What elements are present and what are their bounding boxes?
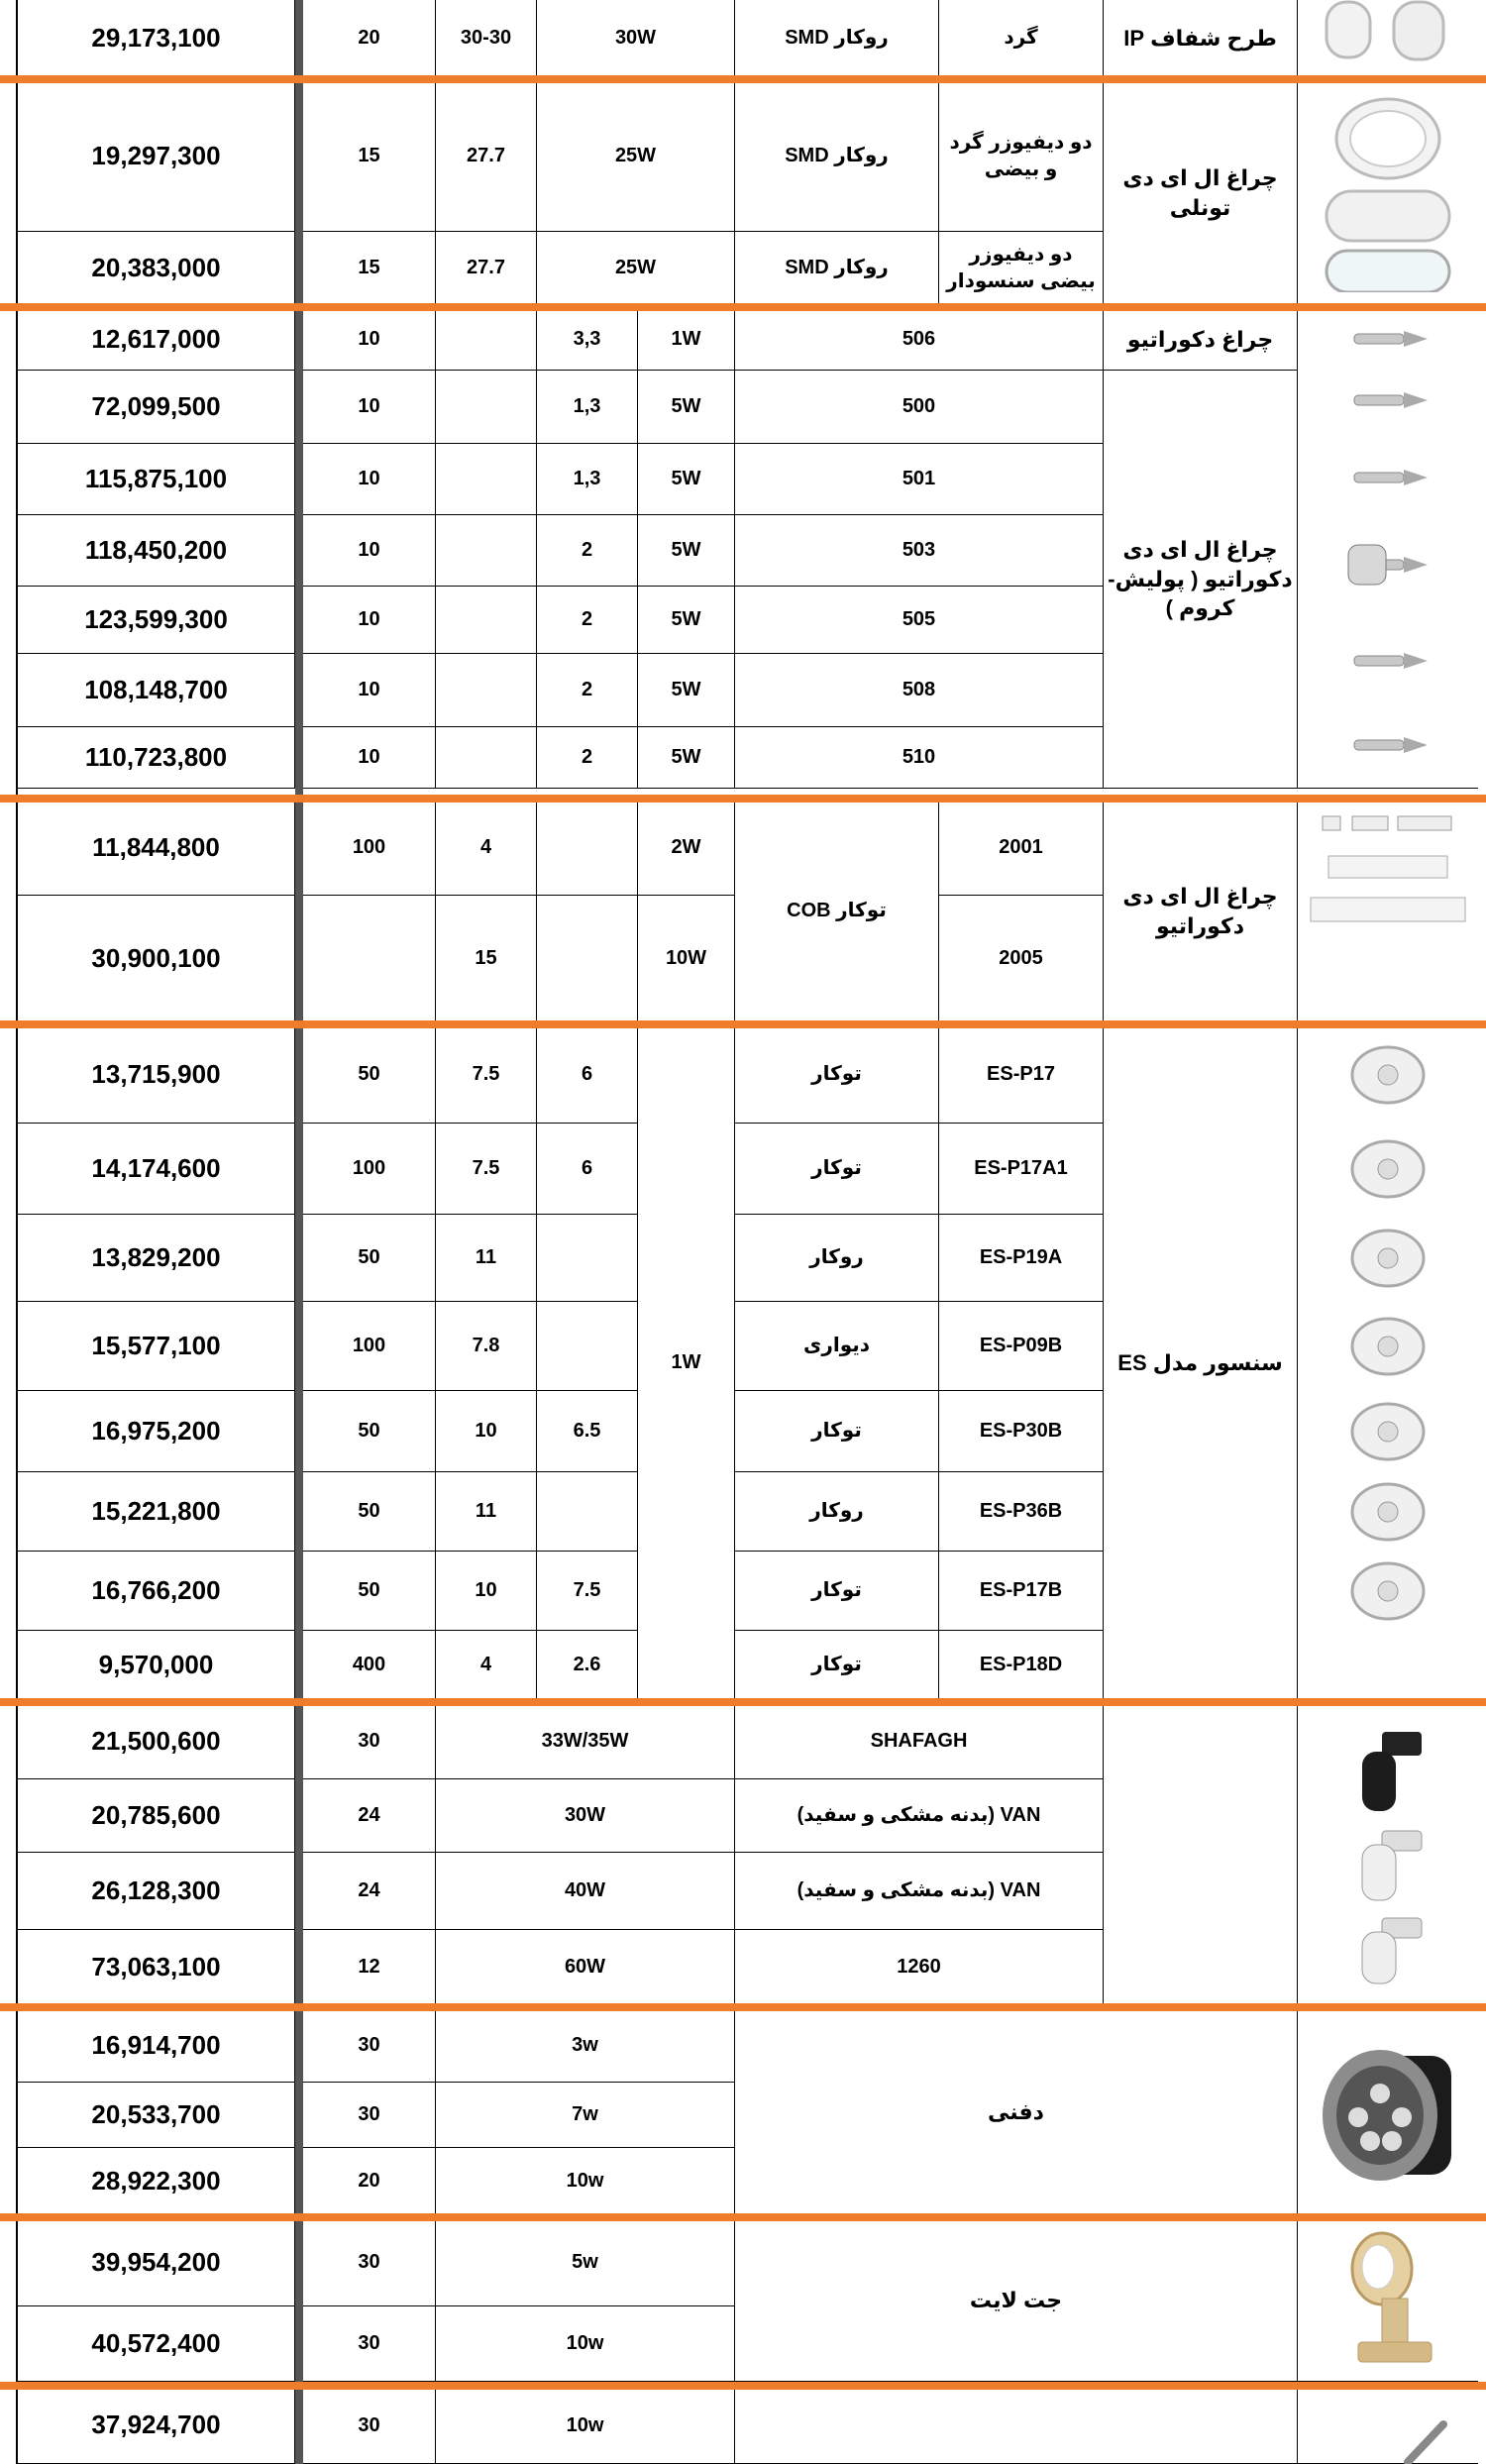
quantity-cell: 10: [303, 727, 436, 789]
power-cell: 1W: [638, 309, 735, 371]
dimension-cell: 15: [436, 896, 537, 1022]
track-light-icon: [1298, 1714, 1478, 1991]
category-label: چراغ ال ای دی دکوراتیو ( پولیش-کروم ): [1104, 371, 1298, 789]
quantity-cell: 15: [303, 232, 436, 305]
section-separator: [0, 303, 1486, 311]
dimension-cell: 10: [436, 1552, 537, 1631]
quantity-cell: 30: [303, 2388, 436, 2464]
price-cell: 115,875,100: [18, 444, 295, 515]
section-separator: [0, 2213, 1486, 2221]
category-label: چراغ دکوراتیو: [1104, 309, 1298, 371]
shape-cell: گرد: [939, 0, 1104, 77]
quantity-cell: 50: [303, 1215, 436, 1302]
power-cell: 2W: [638, 801, 735, 896]
blank-cell: [436, 654, 537, 727]
category-label: [735, 2388, 1298, 2464]
price-column-divider: [295, 0, 303, 2464]
price-cell: 20,383,000: [18, 232, 295, 305]
model-cell: VAN (بدنه مشکی و سفید): [735, 1853, 1104, 1930]
price-cell: 20,533,700: [18, 2083, 295, 2148]
quantity-cell: 100: [303, 801, 436, 896]
power-cell: 30W: [537, 0, 735, 77]
quantity-cell: 30: [303, 2009, 436, 2083]
quantity-cell: 30: [303, 2219, 436, 2306]
section-separator: [0, 795, 1486, 803]
section-separator: [0, 2382, 1486, 2390]
quantity-cell: 50: [303, 1472, 436, 1552]
price-cell: 12,617,000: [18, 309, 295, 371]
model-cell: SHAFAGH: [735, 1704, 1104, 1779]
section-separator: [0, 1698, 1486, 1706]
size-cell: 6.5: [537, 1391, 638, 1472]
blank-cell: [436, 515, 537, 587]
price-cell: 15,221,800: [18, 1472, 295, 1552]
power-cell: 5W: [638, 587, 735, 654]
blank-cell: [436, 444, 537, 515]
price-cell: 28,922,300: [18, 2148, 295, 2215]
quantity-cell: [303, 896, 436, 1022]
power-cell: 5w: [436, 2219, 735, 2306]
size-cell: 1,3: [537, 371, 638, 444]
quantity-cell: 24: [303, 1779, 436, 1853]
price-cell: 37,924,700: [18, 2388, 295, 2464]
mount-type-cell: روکار SMD: [735, 232, 939, 305]
section-separator: [0, 2003, 1486, 2011]
category-label: دفنی: [735, 2009, 1298, 2215]
price-cell: 30,900,100: [18, 896, 295, 1022]
model-cell: ES-P30B: [939, 1391, 1104, 1472]
model-cell: ES-P17A1: [939, 1124, 1104, 1215]
quantity-cell: 50: [303, 1391, 436, 1472]
section-separator: [0, 75, 1486, 83]
power-cell: 1W: [638, 1026, 735, 1700]
power-cell: 5W: [638, 371, 735, 444]
mount-type-cell: روکار: [735, 1472, 939, 1552]
price-cell: 9,570,000: [18, 1631, 295, 1700]
size-cell: 6: [537, 1026, 638, 1124]
size-cell: [537, 1302, 638, 1391]
quantity-cell: 30: [303, 2083, 436, 2148]
model-cell: ES-P17: [939, 1026, 1104, 1124]
category-label: جت لایت: [735, 2219, 1298, 2382]
power-cell: 5W: [638, 515, 735, 587]
price-cell: 13,715,900: [18, 1026, 295, 1124]
dimension-cell: 27.7: [436, 81, 537, 232]
mount-type-cell: روکار SMD: [735, 0, 939, 77]
quantity-cell: 12: [303, 1930, 436, 2005]
model-cell: 501: [735, 444, 1104, 515]
power-cell: 25W: [537, 232, 735, 305]
size-cell: 2: [537, 515, 638, 587]
price-cell: 15,577,100: [18, 1302, 295, 1391]
dimension-cell: 4: [436, 801, 537, 896]
quantity-cell: 24: [303, 1853, 436, 1930]
quantity-cell: 10: [303, 371, 436, 444]
size-cell: [537, 1215, 638, 1302]
power-cell: 10w: [436, 2148, 735, 2215]
power-cell: 10W: [638, 896, 735, 1022]
model-cell: 503: [735, 515, 1104, 587]
dimension-cell: 11: [436, 1215, 537, 1302]
blank-cell: [436, 371, 537, 444]
quantity-cell: 100: [303, 1302, 436, 1391]
table-left-border: [16, 0, 18, 2464]
category-label: طرح شفاف IP: [1104, 0, 1298, 77]
power-cell: 25W: [537, 81, 735, 232]
dimension-cell: 7.8: [436, 1302, 537, 1391]
model-cell: ES-P19A: [939, 1215, 1104, 1302]
model-cell: 500: [735, 371, 1104, 444]
price-cell: 16,975,200: [18, 1391, 295, 1472]
power-cell: 3w: [436, 2009, 735, 2083]
mount-type-cell: توکار: [735, 1124, 939, 1215]
price-cell: 108,148,700: [18, 654, 295, 727]
power-cell: 5W: [638, 444, 735, 515]
price-cell: 21,500,600: [18, 1704, 295, 1779]
partial-product-icon: [1298, 2408, 1478, 2464]
price-cell: 118,450,200: [18, 515, 295, 587]
mount-type-cell: توکار: [735, 1552, 939, 1631]
quantity-cell: 10: [303, 309, 436, 371]
category-label: [1104, 1704, 1298, 2005]
category-label: سنسور مدل ES: [1104, 1026, 1298, 1700]
linear-spot-icon: [1298, 812, 1478, 931]
price-cell: 29,173,100: [18, 0, 295, 77]
dimension-cell: 7.5: [436, 1124, 537, 1215]
power-cell: 7w: [436, 2083, 735, 2148]
size-cell: 2: [537, 654, 638, 727]
model-cell: 508: [735, 654, 1104, 727]
mount-type-cell: روکار SMD: [735, 81, 939, 232]
price-cell: 13,829,200: [18, 1215, 295, 1302]
mount-type-cell: توکار: [735, 1391, 939, 1472]
dimension-cell: 4: [436, 1631, 537, 1700]
power-cell: 5W: [638, 654, 735, 727]
price-cell: 14,174,600: [18, 1124, 295, 1215]
size-cell: 2: [537, 727, 638, 789]
model-cell: VAN (بدنه مشکی و سفید): [735, 1779, 1104, 1853]
model-cell: 2005: [939, 896, 1104, 1022]
blank-cell: [537, 801, 638, 896]
power-cell: 5W: [638, 727, 735, 789]
size-cell: 2: [537, 587, 638, 654]
blank-cell: [436, 727, 537, 789]
quantity-cell: 10: [303, 515, 436, 587]
quantity-cell: 50: [303, 1026, 436, 1124]
price-cell: 123,599,300: [18, 587, 295, 654]
tunnel-light-icon: [1298, 94, 1478, 292]
price-cell: 20,785,600: [18, 1779, 295, 1853]
price-cell: 72,099,500: [18, 371, 295, 444]
category-label: چراغ ال ای دی دکوراتیو: [1104, 801, 1298, 1022]
size-cell: 6: [537, 1124, 638, 1215]
quantity-cell: 15: [303, 81, 436, 232]
quantity-cell: 50: [303, 1552, 436, 1631]
dimension-cell: 10: [436, 1391, 537, 1472]
price-cell: 110,723,800: [18, 727, 295, 789]
model-cell: 506: [735, 309, 1104, 371]
dimension-cell: 11: [436, 1472, 537, 1552]
mount-type-cell: توکار COB: [735, 801, 939, 1022]
quantity-cell: 20: [303, 0, 436, 77]
model-cell: 510: [735, 727, 1104, 789]
quantity-cell: 10: [303, 444, 436, 515]
blank-cell: [436, 309, 537, 371]
quantity-cell: 30: [303, 1704, 436, 1779]
model-cell: 505: [735, 587, 1104, 654]
power-cell: 33W/35W: [436, 1704, 735, 1779]
power-cell: 10w: [436, 2388, 735, 2464]
blank-cell: [436, 587, 537, 654]
size-cell: 7.5: [537, 1552, 638, 1631]
power-cell: 40W: [436, 1853, 735, 1930]
mount-type-cell: روکار: [735, 1215, 939, 1302]
dimension-cell: 7.5: [436, 1026, 537, 1124]
power-cell: 10w: [436, 2306, 735, 2382]
mount-type-cell: توکار: [735, 1026, 939, 1124]
section-separator: [0, 1020, 1486, 1028]
size-cell: 1,3: [537, 444, 638, 515]
mount-type-cell: دیواری: [735, 1302, 939, 1391]
price-cell: 73,063,100: [18, 1930, 295, 2005]
size-cell: 2.6: [537, 1631, 638, 1700]
shape-cell: دو دیفیوزر گرد و بیضی: [939, 81, 1104, 232]
model-cell: ES-P36B: [939, 1472, 1104, 1552]
quantity-cell: 30: [303, 2306, 436, 2382]
blank-cell: [537, 896, 638, 1022]
size-cell: 3,3: [537, 309, 638, 371]
quantity-cell: 10: [303, 587, 436, 654]
inground-light-icon: [1298, 2026, 1478, 2204]
quantity-cell: 400: [303, 1631, 436, 1700]
model-cell: 1260: [735, 1930, 1104, 2005]
model-cell: ES-P17B: [939, 1552, 1104, 1631]
model-cell: 2001: [939, 801, 1104, 896]
power-cell: 60W: [436, 1930, 735, 2005]
category-label: چراغ ال ای دی تونلی: [1104, 81, 1298, 305]
size-cell: [537, 1472, 638, 1552]
quantity-cell: 20: [303, 2148, 436, 2215]
power-cell: 30W: [436, 1779, 735, 1853]
decorative-spike-icon: [1298, 309, 1478, 789]
motion-sensor-icon: [1298, 1026, 1478, 1700]
dimension-cell: 30-30: [436, 0, 537, 77]
model-cell: ES-P18D: [939, 1631, 1104, 1700]
price-cell: 40,572,400: [18, 2306, 295, 2382]
bulkhead-clear-icon: [1298, 0, 1478, 69]
price-cell: 26,128,300: [18, 1853, 295, 1930]
price-cell: 39,954,200: [18, 2219, 295, 2306]
price-cell: 16,914,700: [18, 2009, 295, 2083]
price-cell: 16,766,200: [18, 1552, 295, 1631]
dimension-cell: 27.7: [436, 232, 537, 305]
model-cell: ES-P09B: [939, 1302, 1104, 1391]
shape-cell: دو دیفیوزر بیضی سنسودار: [939, 232, 1104, 305]
price-cell: 11,844,800: [18, 801, 295, 896]
mount-type-cell: توکار: [735, 1631, 939, 1700]
quantity-cell: 10: [303, 654, 436, 727]
jet-light-icon: [1298, 2229, 1478, 2378]
price-cell: 19,297,300: [18, 81, 295, 232]
quantity-cell: 100: [303, 1124, 436, 1215]
